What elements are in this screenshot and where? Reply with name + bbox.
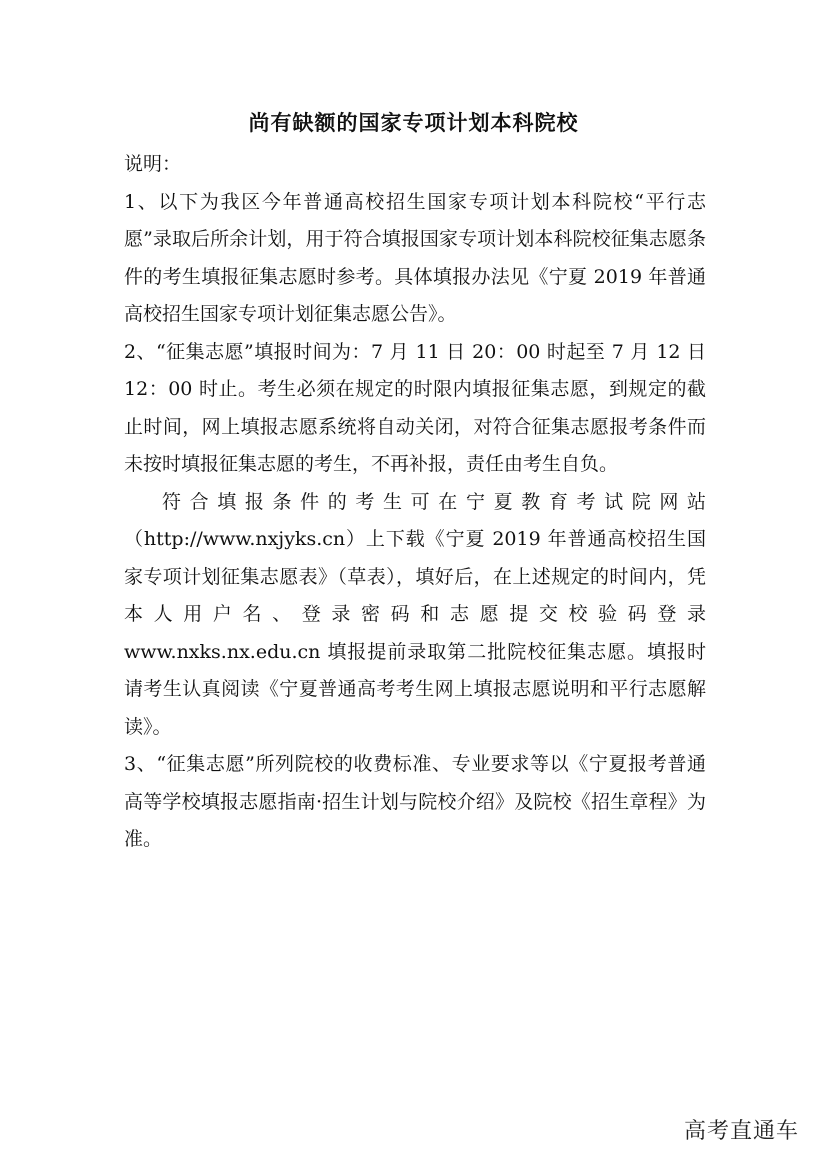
watermark-logo-text: 高考直通车 <box>683 1119 799 1144</box>
explanation-heading: 说明： <box>124 153 182 175</box>
document-title: 尚有缺额的国家专项计划本科院校 <box>248 111 579 135</box>
paragraph-item-2: 2、“征集志愿”填报时间为：7 月 11 日 20：00 时起至 7 月 12 日 12：00 时止。考生必须在规定的时限内填报征集志愿，到规定的截止时间，网上填报志愿系统将自动关闭，对符合征集志愿报考条件而未按时填报征集志愿的考生，不再补报，责任由考生自负。 <box>124 340 706 475</box>
document-body <box>124 146 706 859</box>
paragraph-item-1: 1、以下为我区今年普通高校招生国家专项计划本科院校“平行志愿”录取后所余计划，用于符合填报国家专项计划本科院校征集志愿条件的考生填报征集志愿时参考。具体填报办法见《宁夏 2019 年普通高校招生国家专项计划征集志愿公告》。 <box>124 190 706 325</box>
paragraph-item-3: 3、“征集志愿”所列院校的收费标准、专业要求等以《宁夏报考普通高等学校填报志愿指南·招生计划与院校介绍》及院校《招生章程》为准。 <box>124 753 706 850</box>
paragraph-download-instructions: 符合填报条件的考生可在宁夏教育考试院网站（http://www.nxjyks.cn）上下载《宁夏 2019 年普通高校招生国家专项计划征集志愿表》（草表），填好后，在上述规定的时间内，凭本人用户名、登录密码和志愿提交校验码登录 www.nxks.nx.edu.cn 填报提前录取第二批院校征集志愿。填报时请考生认真阅读《宁夏普通高考考生网上填报志愿说明和平行志愿解读》。 <box>124 490 706 738</box>
